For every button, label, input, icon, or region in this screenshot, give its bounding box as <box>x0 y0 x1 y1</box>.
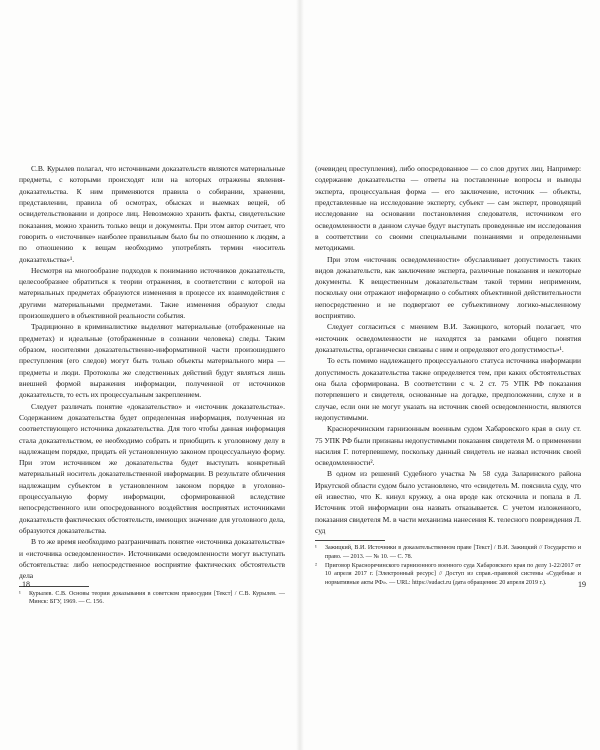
right-footnote-divider <box>315 540 385 541</box>
left-paragraph-1: С.В. Курылев полагал, что источниками доказательств являются материальные предметы, с которыми происходят или на которых отражены явления-доказательства. К ним применяются правила о собирании, хранении, представлении, правила об осмотрах, обысках и выемках вещей, об освидетельствовании и допросе лиц. Невозможно хранить факты, свидетельские показания, можно хранить только вещи и документы. При этом автор считает, что говорить о «источнике» наиболее правильным было бы по отношению к людям, а по отношению к вещам необходимо употреблять термин «носитель доказательства»¹. <box>19 164 285 264</box>
right-paragraph-6: В одном из решений Судебного участка № 58 суда Заларинского района Иркутской области судом было установлено, что «свидетель М. пояснила суду, что ей известно, что К. кинул кружку, а она вроде как отскочила и попала в Л. Источник этой информации она назвать отказывается. С учетом изложенного, показания свидетеля М. в части механизма нанесения К. телесного повреждения Л. суд <box>315 469 581 535</box>
right-paragraph-4: То есть помимо надлежащего процессуального статуса источника информации допустимость доказательства также определяется тем, при каких обстоятельствах она была сформирована. В соответствии с ч. 2 ст. 75 УПК РФ показания потерпевшего и свидетеля, основанные на догадке, предположении, слухе и в случае, если они не могут указать на источник своей осведомленности, являются недопустимыми. <box>315 356 581 422</box>
footnote-mark: ² <box>315 562 317 569</box>
book-gutter <box>296 0 304 750</box>
right-footnote-2 <box>315 562 581 588</box>
right-paragraph-1: (очевидец преступления), либо опосредованное — со слов других лиц. Например: содержание доказательства — ответы на поставленные вопросы и выводы эксперта, процессуальная форма — его заключение, источник — объекты, представленные на исследование эксперту, субъект — сам эксперт, проводящий исследование на основании постановления следователя, источником его осведомленности в данном случае будут выступать проведенные им исследования в соответствии со своими специальными познаниями и определенными методиками. <box>315 164 581 253</box>
footnote-text: Приговор Красноречинского гарнизонного военного суда Хабаровского края по делу 1-22/2017 от 10 апреля 2017 г. [Электронный ресурс] // Доступ из справ.-правовой системы «Судебные и нормативные акты РФ». — URL: https://sudact.ru (дата обращения: 20 апреля 2019 г.). <box>325 562 581 586</box>
footnote-mark: ¹ <box>315 545 317 552</box>
left-paragraph-4: Следует различать понятие «доказательство» и «источник доказательства». Содержанием доказательства будет определенная информация, полученная из соответствующего источника доказательства. Для того чтобы данная информация стала доказательством, ее необходимо собрать и приобщить к уголовному делу в надлежащем порядке, придать ей установленную законом процессуальную форму. При этом источником же доказательства будет выступать конкретный материальный носитель доказательственной информации. В результате обличения надлежащим субъектом в установленном законом порядке в уголовно-процессуальную форму информации, сформированной вследствие непосредственного или опосредованного воздействия восприятых источниками доказательств фактических обстоятельств, имеющих значение для уголовного дела, образуются доказательства. <box>19 401 285 535</box>
right-page <box>315 163 581 587</box>
left-paragraph-5: В то же время необходимо разграничивать понятие «источника доказательства» и «источника осведомленности». Источниками осведомленности могут выступать обстоятельства: либо непосредственное восприятие фактических обстоятельств дела <box>19 537 285 581</box>
left-paragraph-3: Традиционно в криминалистике выделяют материальные (отображенные на предметах) и идеальные (отображенные в сознании человека) следы. Таким образом, носителями доказательственно-информативной части произошедшего преступления (его следов) могут быть только объекты материального мира — предметы и люди. Протоколы же следственных действий будут являться лишь внешней формой выражения информации, полученной от источников доказательств, то есть их процессуальным закреплением. <box>19 322 285 400</box>
left-paragraph-2: Несмотря на многообразие подходов к пониманию источников доказательств, целесообразнее обратиться к теории отражения, в соответствии с которой на материальных предметах образуются изменения в процессе их взаимодействия с другими материальными предметами. Такие изменения образуют следы произошедшего в объективной реальности события. <box>19 265 285 321</box>
right-footnote-1 <box>315 544 581 561</box>
right-paragraph-3: Следует согласиться с мнением В.И. Зажицкого, который полагает, что «источник осведомленности не находятся за рамками общего понятия доказательства, органически связаны с ним и определяют его допустимость»¹. <box>315 322 581 354</box>
left-page-number: 18 <box>22 580 30 589</box>
right-page-number: 19 <box>578 580 586 589</box>
footnote-mark: ¹ <box>19 590 21 597</box>
left-footnote-1 <box>19 590 285 607</box>
footnote-text: Курылев. С.В. Основы теории доказывания в советском правосудии [Текст] / С.В. Курылев. — Минск: БГУ, 1969. — С. 156. <box>29 590 285 606</box>
left-page <box>19 163 285 607</box>
right-paragraph-5: Красноречинским гарнизонным военным судом Хабаровского края в силу ст. 75 УПК РФ были признаны недопустимыми показания свидетеля М. о применении насилия Г. потерпевшему, поскольку данный свидетель не назвал источник своей осведомленности². <box>315 424 581 468</box>
footnote-text: Зажицкий, В.И. Источники в доказательственном праве [Текст] / В.И. Зажицкий // Государство и право. — 2013. — № 10. — С. 78. <box>325 545 581 560</box>
right-paragraph-2: При этом «источник осведомленности» обуславливает допустимость таких видов доказательств, как заключение эксперта, различные показания и некоторые документы. К вещественным доказательствам такой термин неприменим, поскольку они отражают информацию о событиях объективной действительности непосредственно и не подвергают ее субъективному логико-мысленному восприятию. <box>315 254 581 321</box>
